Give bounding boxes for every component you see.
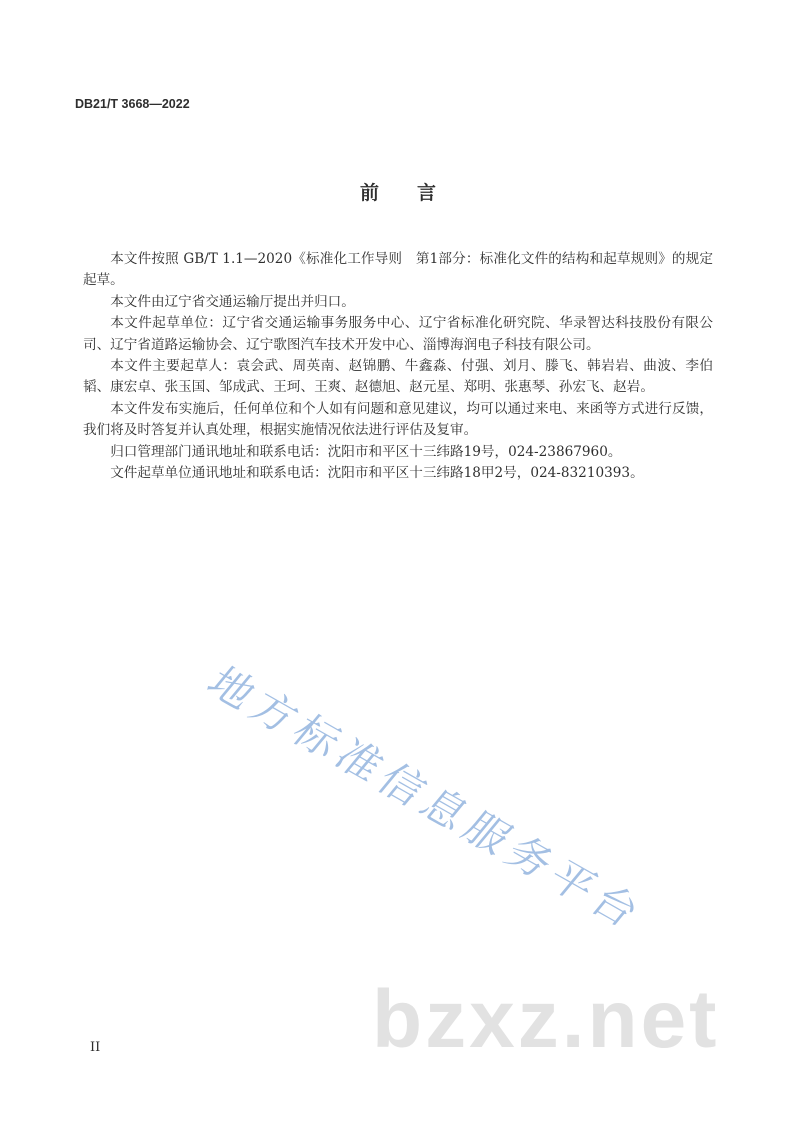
paragraph-line: 本文件由辽宁省交通运输厅提出并归口。	[110, 293, 355, 310]
paragraph-drafting-units	[83, 313, 713, 356]
document-code: DB21/T 3668—2022	[75, 97, 190, 111]
paragraph-line: 本文件按照 GB/T 1.1—2020《标准化工作导则 第1部分：标准化文件的结构和起草规则》的规定	[110, 251, 713, 267]
paragraph-line: 文件起草单位通讯地址和联系电话：沈阳市和平区十三纬路18甲2号，024-83210393。	[110, 465, 644, 482]
paragraph-line: 司、辽宁省道路运输协会、辽宁歌图汽车技术开发中心、淄博海润电子科技有限公司。	[83, 336, 600, 353]
paragraph-line: 我们将及时答复并认真处理，根据实施情况依法进行评估及复审。	[83, 422, 478, 439]
section-title: 前 言	[359, 182, 436, 204]
paragraph-line: 本文件起草单位：辽宁省交通运输事务服务中心、辽宁省标准化研究院、华录智达科技股份有限公	[110, 315, 713, 332]
paragraph-line: 韬、康宏卓、张玉国、邹成武、王珂、王爽、赵德旭、赵元星、郑明、张惠琴、孙宏飞、赵岩。	[83, 379, 654, 396]
watermark-platform-text: 地方标准信息服务平台	[197, 658, 656, 939]
paragraph-feedback	[83, 399, 713, 442]
paragraph-line: 起草。	[83, 272, 124, 289]
paragraph-authority-contact	[83, 442, 713, 463]
paragraph-drafting-basis	[83, 249, 713, 292]
paragraph-drafter-contact	[83, 463, 713, 484]
paragraph-drafters	[83, 356, 713, 399]
foreword-body	[83, 249, 713, 484]
watermark-site-text: bzxz.net	[372, 974, 720, 1065]
paragraph-line: 本文件主要起草人：袁会武、周英南、赵锦鹏、牛鑫淼、付强、刘月、滕飞、韩岩岩、曲波、李伯	[110, 358, 713, 375]
paragraph-proposer	[83, 292, 713, 313]
paragraph-line: 归口管理部门通讯地址和联系电话：沈阳市和平区十三纬路19号，024-23867960。	[110, 443, 622, 460]
paragraph-line: 本文件发布实施后，任何单位和个人如有问题和意见建议，均可以通过来电、来函等方式进行反馈，	[110, 400, 713, 417]
page-number: II	[90, 1040, 101, 1055]
